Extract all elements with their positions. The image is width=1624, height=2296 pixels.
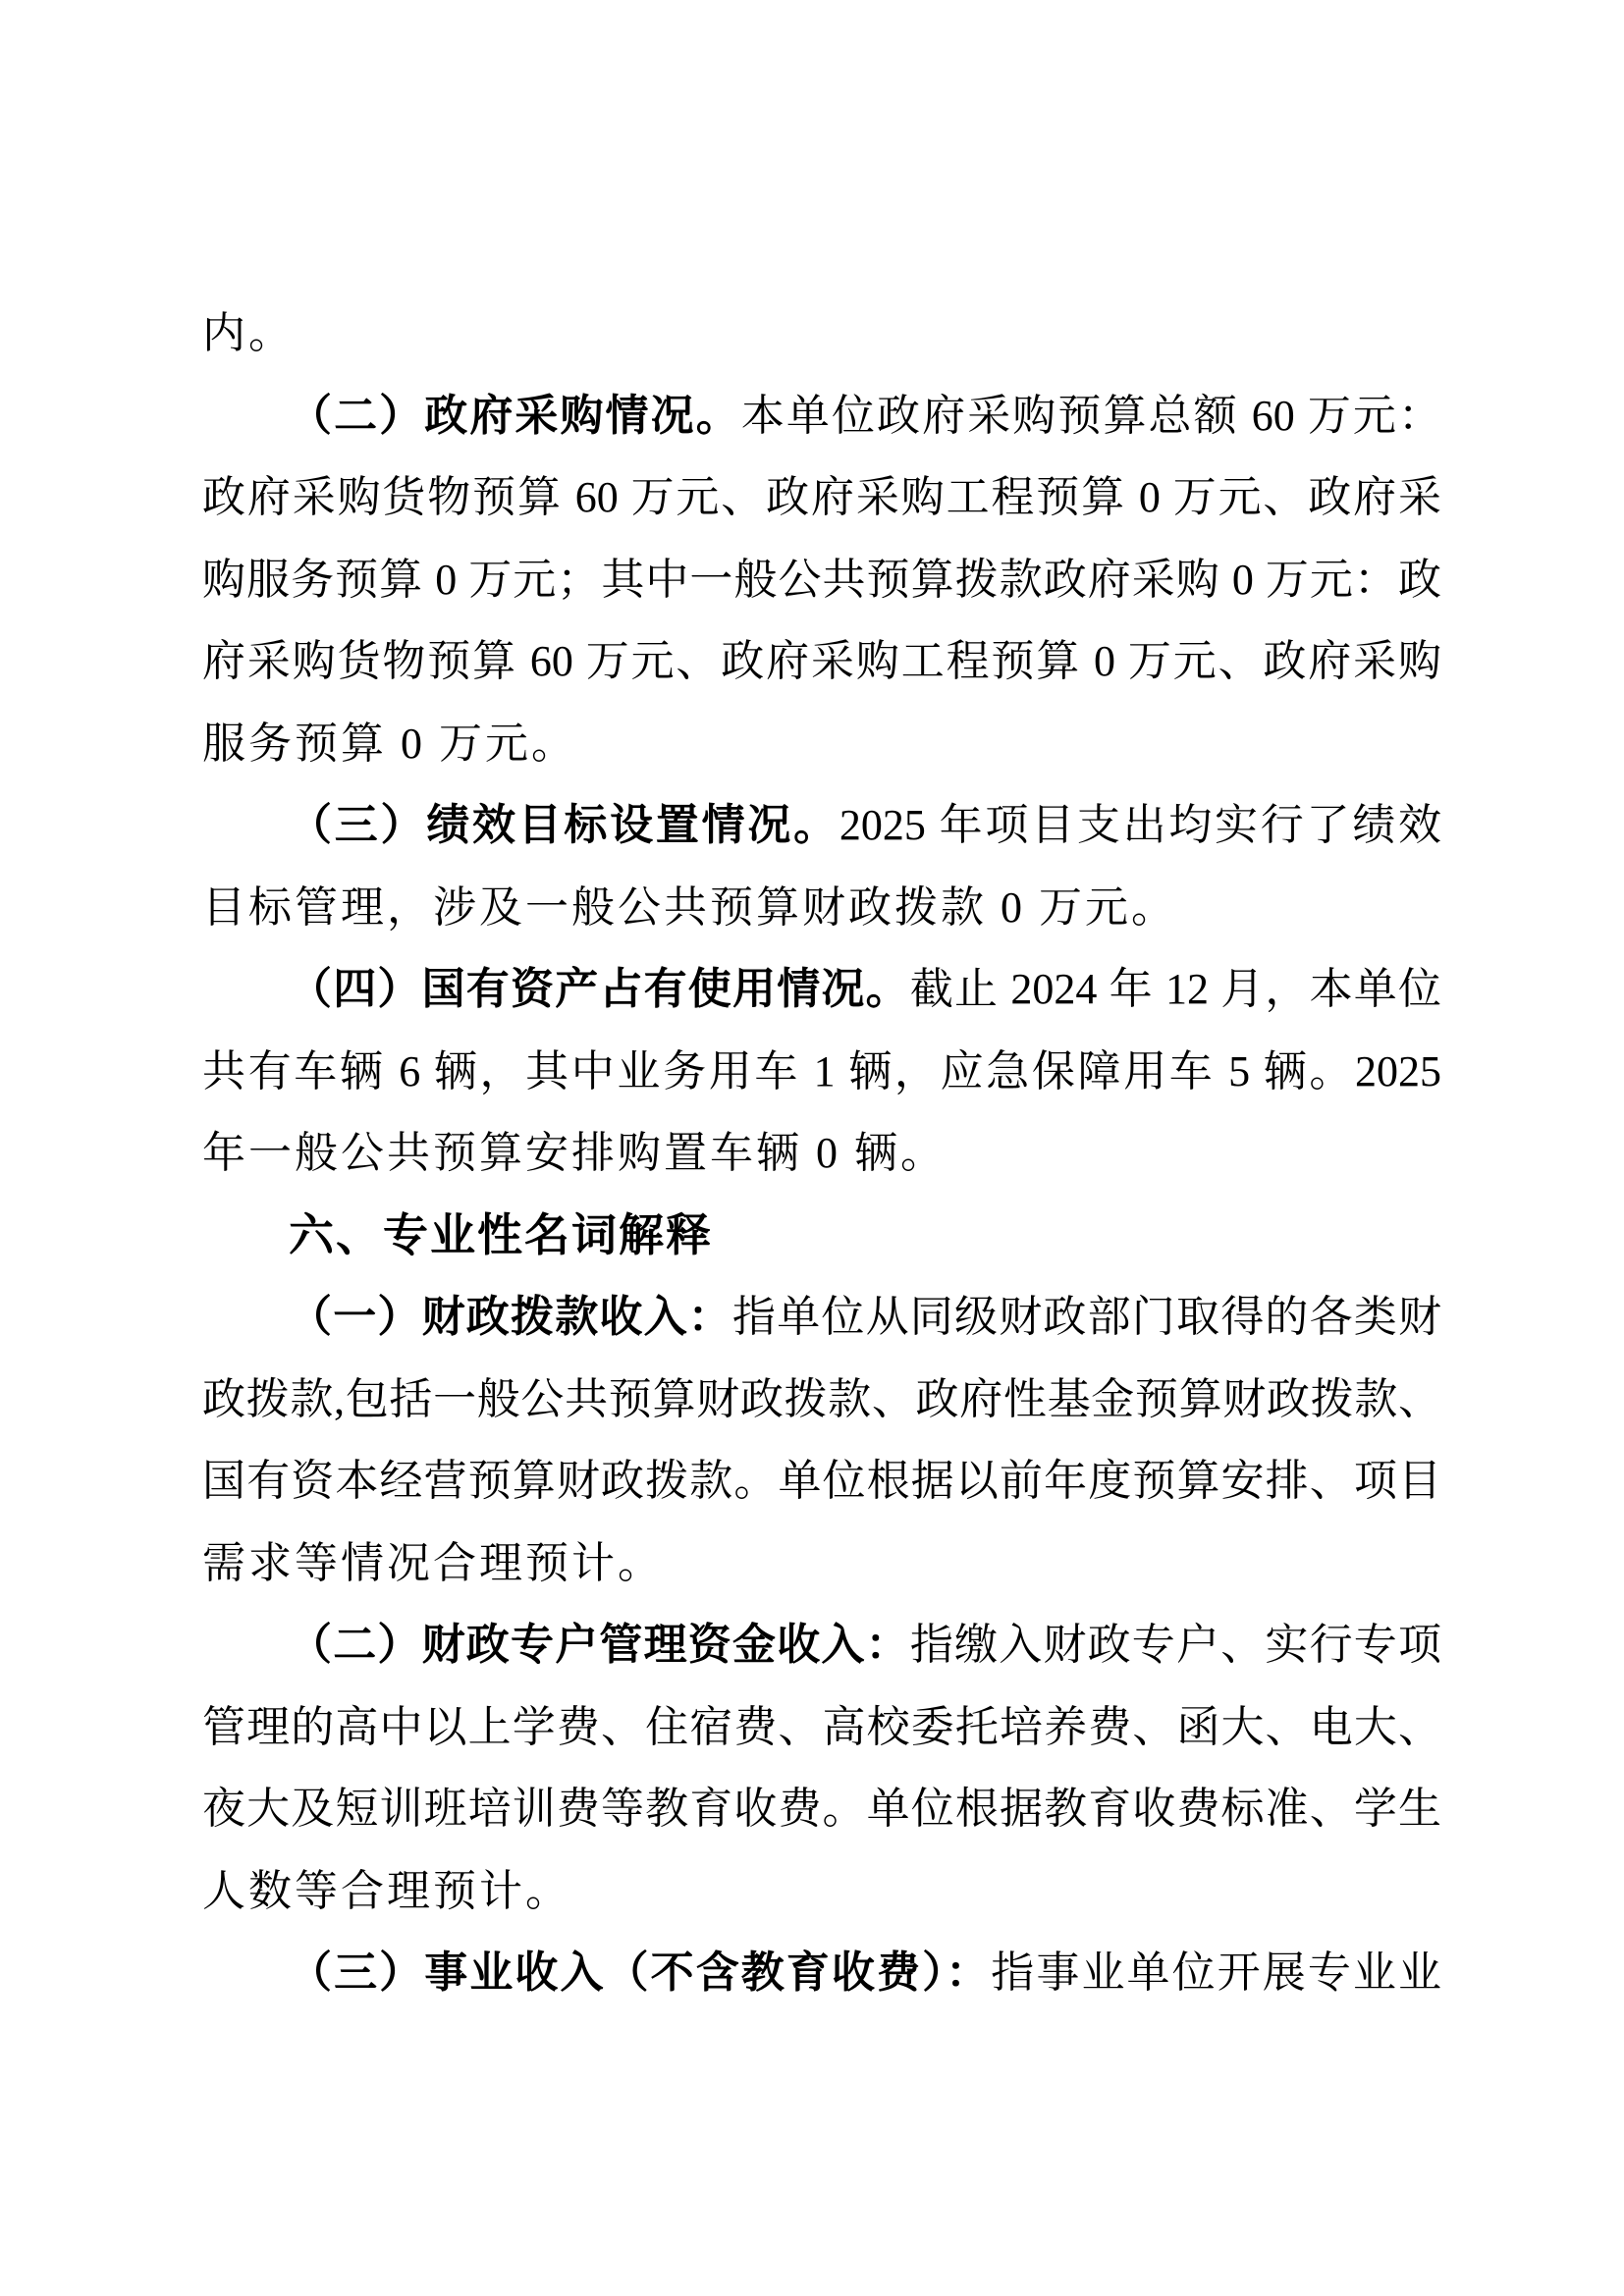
document-content (202, 293, 1441, 2014)
text-run: 需求等情况合理预计。 (202, 1538, 664, 1587)
text-run: 2025 年项目支出均实行了绩效 (839, 801, 1442, 849)
text-run-bold: 六、专业性名词解释 (289, 1208, 713, 1260)
text-run: 府采购货物预算 60 万元、政府采购工程预算 0 万元、政府采购 (202, 637, 1441, 685)
document-line (202, 784, 1441, 867)
text-run: 购服务预算 0 万元；其中一般公共预算拨款政府采购 0 万元：政 (202, 555, 1441, 604)
text-run: 指单位从同级财政部门取得的各类财 (732, 1293, 1441, 1341)
text-run: 目标管理，涉及一般公共预算财政拨款 0 万元。 (202, 882, 1177, 932)
document-line (202, 1359, 1441, 1441)
document-line (202, 1276, 1441, 1359)
text-run-bold: （四）国有资产占有使用情况。 (289, 965, 910, 1013)
text-run: 本单位政府采购预算总额 60 万元： (740, 391, 1442, 440)
text-run: 服务预算 0 万元。 (202, 719, 577, 768)
text-run: 指事业单位开展专业业 (991, 1949, 1442, 1997)
text-run: 指缴入财政专户、实行专项 (909, 1621, 1442, 1669)
document-line (202, 1686, 1441, 1769)
text-run: 政府采购货物预算 60 万元、政府采购工程预算 0 万元、政府采 (202, 473, 1441, 521)
text-run: 共有车辆 6 辆，其中业务用车 1 辆，应急保障用车 5 辆。2025 (202, 1046, 1441, 1095)
text-run-bold: （三）事业收入（不含教育收费）： (289, 1949, 992, 1997)
document-line (202, 703, 1441, 785)
document-line (202, 1768, 1441, 1850)
document-line (202, 1850, 1441, 1933)
text-run: 夜大及短训班培训费等教育收费。单位根据教育收费标准、学生 (202, 1785, 1441, 1833)
text-run-bold: （二）政府采购情况。 (289, 391, 741, 440)
text-run: 年一般公共预算安排购置车辆 0 辆。 (202, 1129, 947, 1177)
document-line (202, 1440, 1441, 1522)
text-run: 人数等合理预计。 (202, 1866, 571, 1915)
text-run-bold: （一）财政拨款收入： (289, 1293, 732, 1341)
text-run-bold: （三）绩效目标设置情况。 (289, 801, 839, 849)
document-line (202, 948, 1441, 1031)
document-line (202, 375, 1441, 457)
document-line (202, 293, 1441, 375)
document-line (202, 1604, 1441, 1686)
section-heading (202, 1195, 1441, 1277)
document-line (202, 1112, 1441, 1195)
document-line (202, 1522, 1441, 1605)
text-run: 政拨款,包括一般公共预算财政拨款、政府性基金预算财政拨款、 (202, 1374, 1441, 1423)
document-line (202, 867, 1441, 949)
document-line (202, 456, 1441, 539)
text-run: 管理的高中以上学费、住宿费、高校委托培养费、函大、电大、 (202, 1702, 1441, 1751)
text-run: 截止 2024 年 12 月，本单位 (909, 965, 1442, 1013)
document-line (202, 1031, 1441, 1113)
document-line (202, 1932, 1441, 2014)
text-run: 内。 (202, 309, 295, 357)
text-run-bold: （二）财政专户管理资金收入： (289, 1621, 910, 1669)
text-run: 国有资本经营预算财政拨款。单位根据以前年度预算安排、项目 (202, 1457, 1441, 1505)
document-line (202, 539, 1441, 621)
document-line (202, 620, 1441, 703)
